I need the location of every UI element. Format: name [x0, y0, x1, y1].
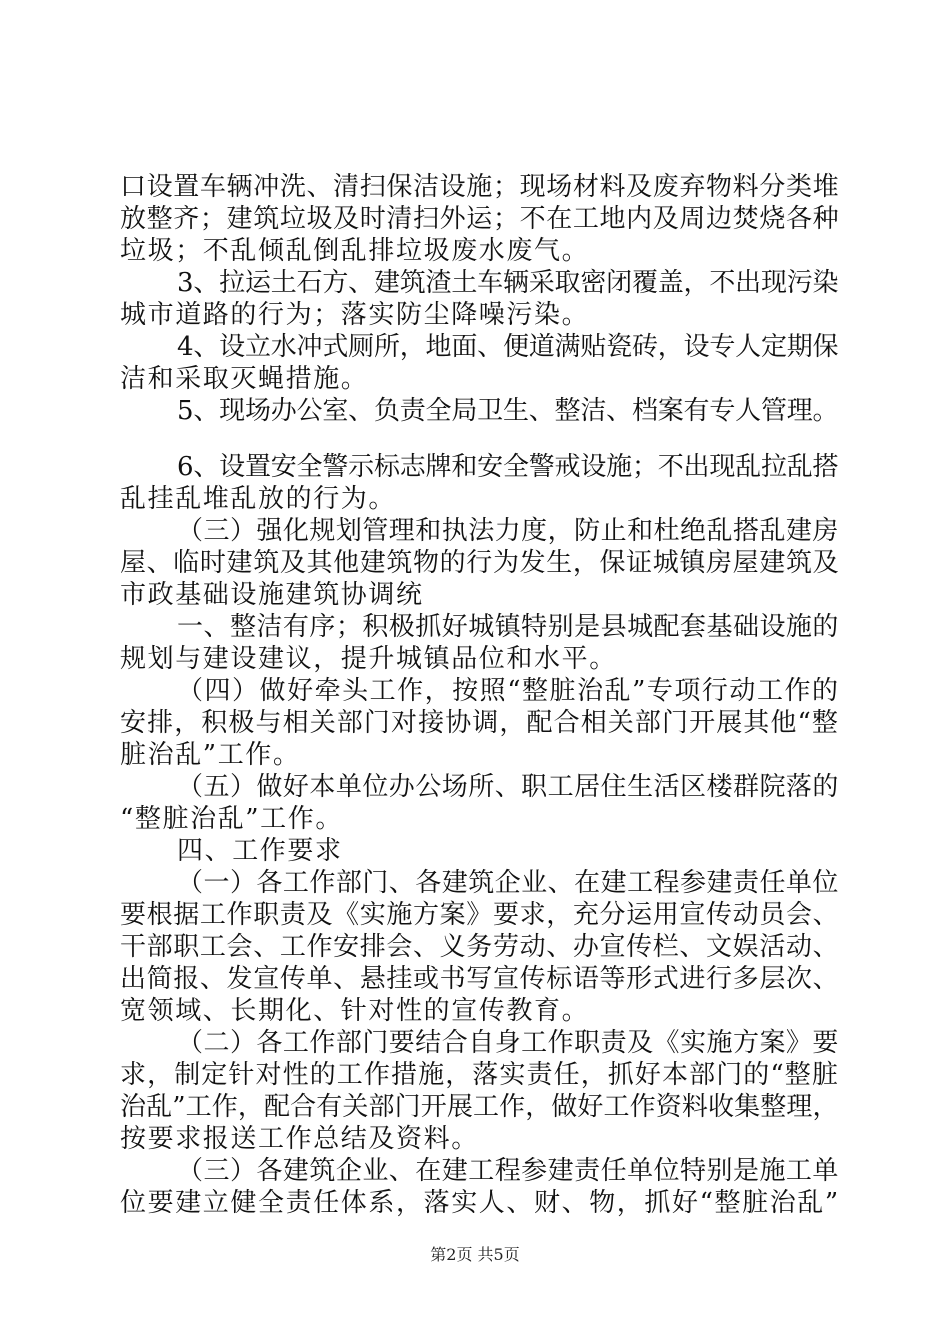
text-line: 出简报、发宣传单、悬挂或书写宣传标语等形式进行多层次、 [120, 964, 840, 994]
text-line: 脏治乱”工作。 [120, 740, 301, 770]
section-heading: 四、工作要求 [177, 836, 343, 866]
text-line: （三）各建筑企业、在建工程参建责任单位特别是施工单 [177, 1156, 839, 1186]
text-line: 按要求报送工作总结及资料。 [120, 1124, 479, 1154]
text-line: 口设置车辆冲洗、清扫保洁设施；现场材料及废弃物料分类堆 [120, 172, 840, 202]
text-line: 放整齐；建筑垃圾及时清扫外运；不在工地内及周边焚烧各种 [120, 204, 840, 234]
text-line: 一、整洁有序；积极抓好城镇特别是县城配套基础设施的 [177, 612, 839, 642]
text-line: 屋、临时建筑及其他建筑物的行为发生，保证城镇房屋建筑及 [120, 548, 840, 578]
text-line: 干部职工会、工作安排会、义务劳动、办宣传栏、文娱活动、 [120, 932, 840, 962]
text-line: 4、设立水冲式厕所，地面、便道满贴瓷砖，设专人定期保 [177, 332, 839, 362]
text-line: （一）各工作部门、各建筑企业、在建工程参建责任单位 [177, 868, 839, 898]
text-line: （四）做好牵头工作，按照“整脏治乱”专项行动工作的 [177, 676, 840, 706]
text-line: 市政基础设施建筑协调统 [120, 580, 424, 610]
text-line: 规划与建设建议，提升城镇品位和水平。 [120, 644, 617, 674]
text-line: 乱挂乱堆乱放的行为。 [120, 484, 397, 514]
text-line: 治乱”工作，配合有关部门开展工作，做好工作资料收集整理， [120, 1092, 839, 1122]
text-line: 要根据工作职责及《实施方案》要求，充分运用宣传动员会、 [120, 900, 840, 930]
page-number: 第2页 共5页 [430, 1245, 520, 1264]
text-line: 城市道路的行为；落实防尘降噪污染。 [120, 300, 590, 330]
text-line: 宽领域、长期化、针对性的宣传教育。 [120, 996, 590, 1026]
text-line: 6、设置安全警示标志牌和安全警戒设施；不出现乱拉乱搭 [177, 452, 839, 482]
text-line: 位要建立健全责任体系，落实人、财、物，抓好“整脏治乱” [120, 1188, 840, 1218]
text-line: 求，制定针对性的工作措施，落实责任，抓好本部门的“整脏 [120, 1060, 839, 1090]
text-line: 5、现场办公室、负责全局卫生、整洁、档案有专人管理。 [177, 396, 839, 426]
text-line: 3、拉运土石方、建筑渣土车辆采取密闭覆盖，不出现污染 [177, 268, 839, 298]
text-line: 安排，积极与相关部门对接协调，配合相关部门开展其他“整 [120, 708, 839, 738]
text-line: （二）各工作部门要结合自身工作职责及《实施方案》要 [177, 1028, 839, 1058]
text-line: （五）做好本单位办公场所、职工居住生活区楼群院落的 [177, 772, 839, 802]
text-line: 洁和采取灭蝇措施。 [120, 364, 369, 394]
text-line: “整脏治乱”工作。 [120, 804, 343, 834]
text-line: 垃圾；不乱倾乱倒乱排垃圾废水废气。 [120, 236, 590, 266]
text-line: （三）强化规划管理和执法力度，防止和杜绝乱搭乱建房 [177, 516, 839, 546]
